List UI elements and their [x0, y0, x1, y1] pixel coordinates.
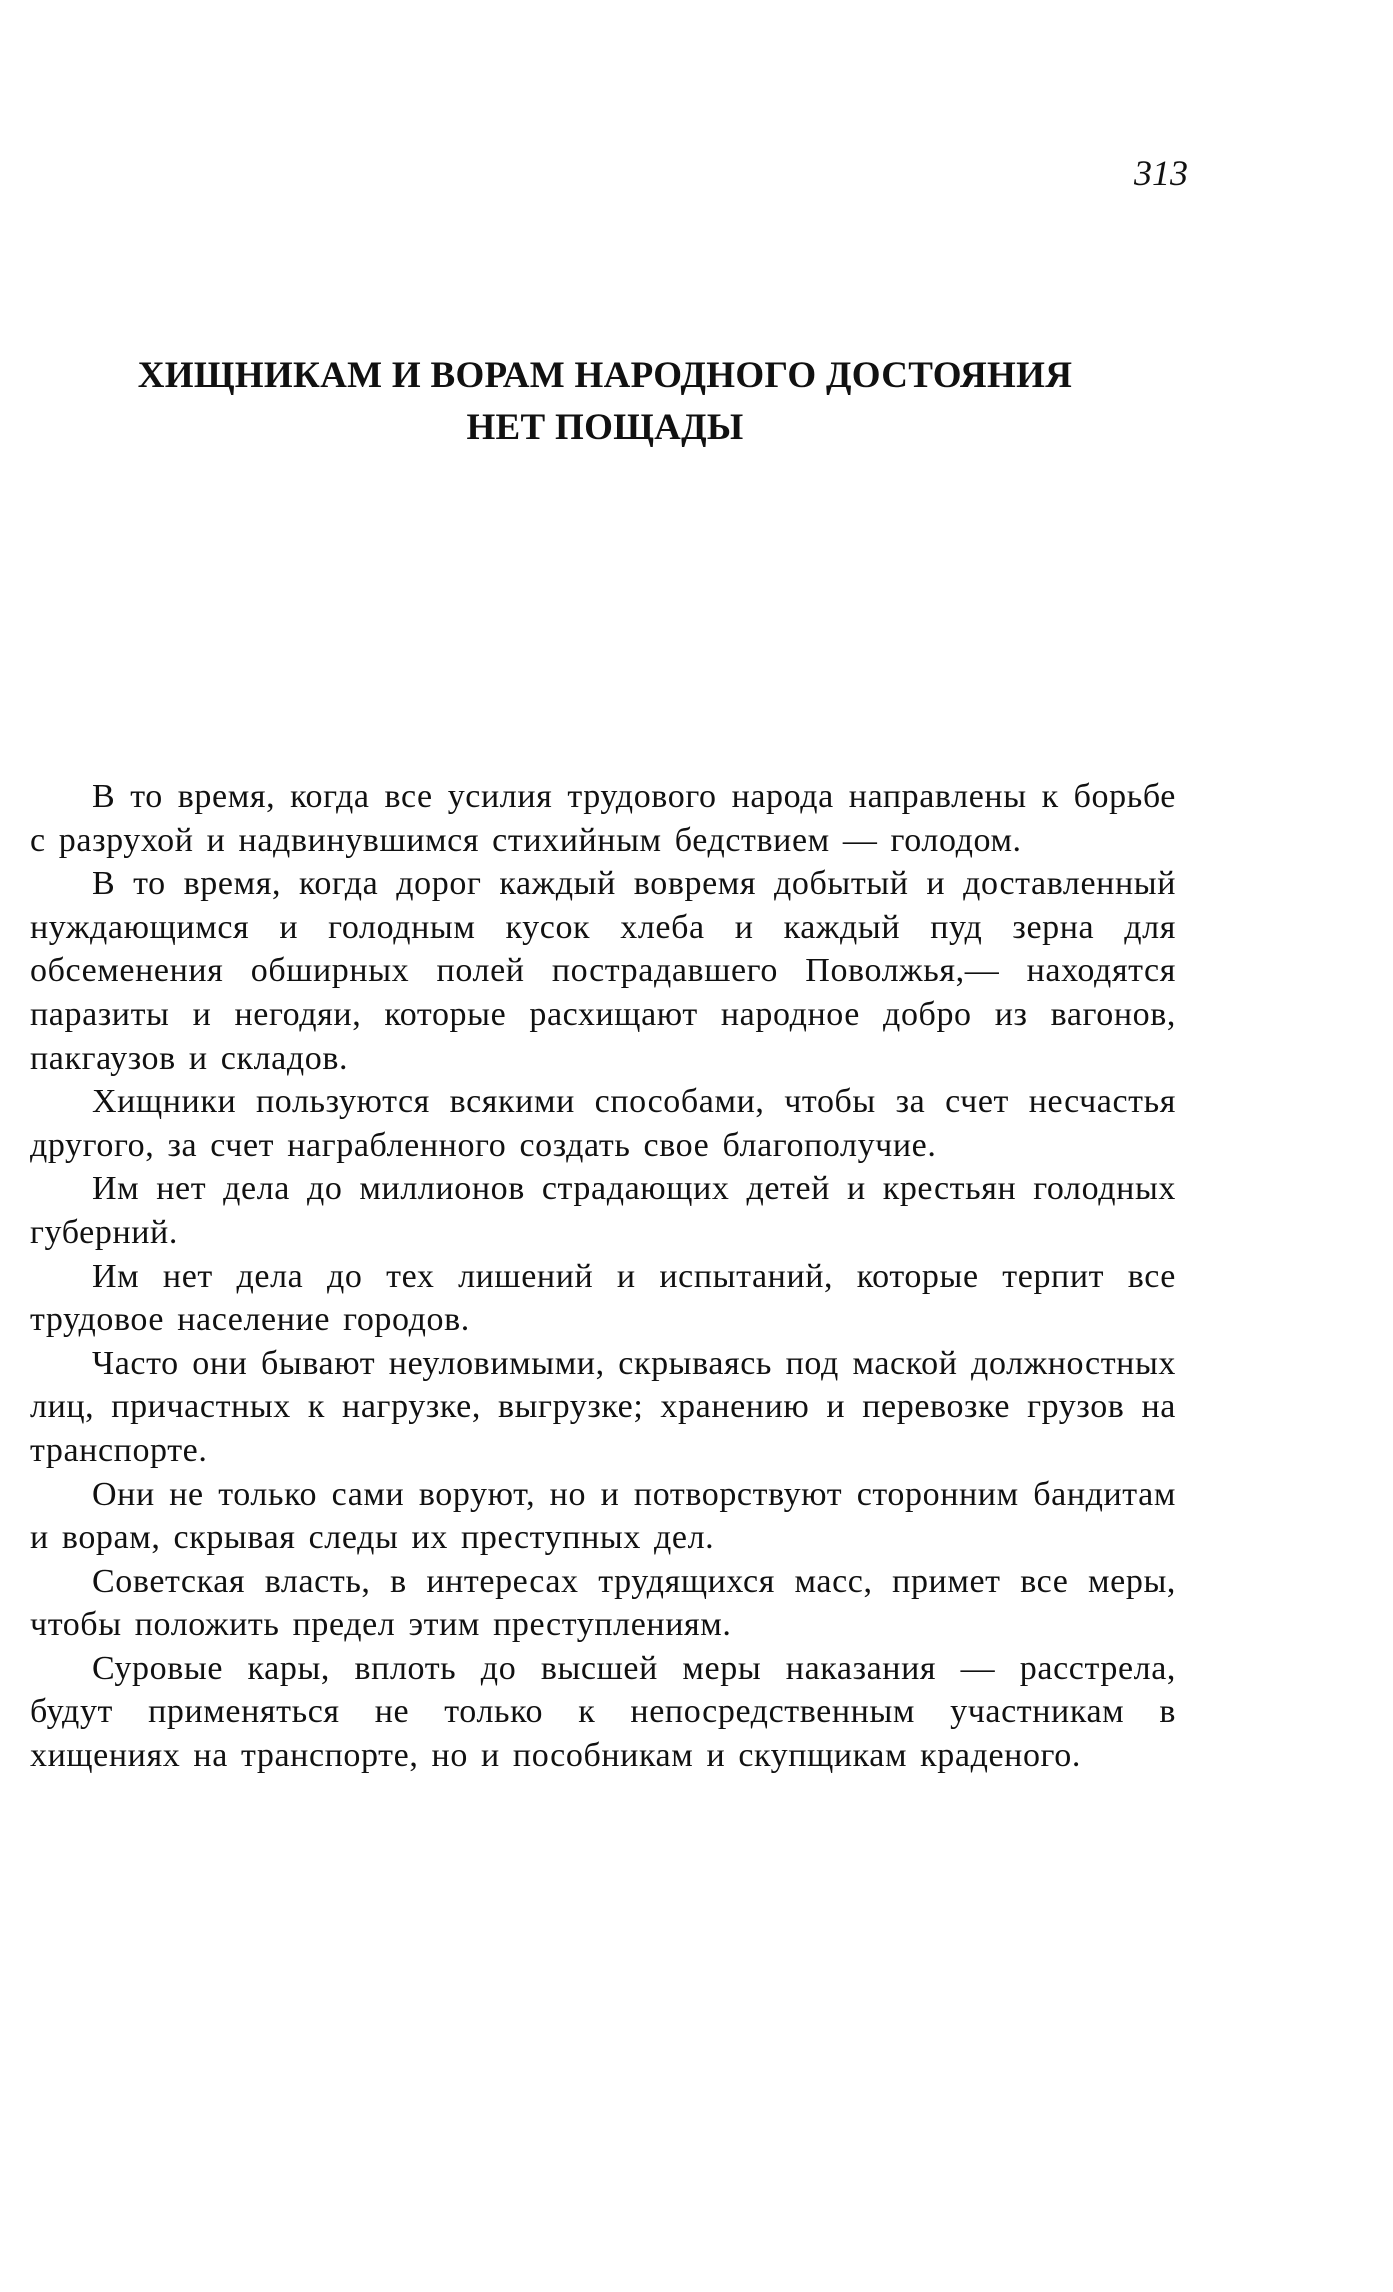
paragraph-1: В то время, когда все усилия трудового народа направлены к борьбе с разрухой и надвинувшимся стихийным бедствием — голодом. — [30, 778, 1176, 859]
paragraph-3: Хищники пользуются всякими способами, чтобы за счет несчастья другого, за счет награбленного создать свое благополучие. — [30, 1083, 1176, 1164]
page-title — [60, 350, 1150, 454]
paragraph-8: Советская власть, в интересах трудящихся масс, примет все меры, чтобы положить предел этим преступлениям. — [30, 1562, 1176, 1644]
title-line-1: ХИЩНИКАМ И ВОРАМ НАРОДНОГО ДОСТОЯНИЯ — [137, 354, 1073, 396]
paragraph-4: Им нет дела до миллионов страдающих детей и крестьян голодных губерний. — [30, 1170, 1176, 1251]
paragraph-9: Суровые кары, вплоть до высшей меры наказания — расстрела, будут применяться не только к непосредственным участникам в хищениях на транспорте, но и пособникам и скупщикам краденого. — [30, 1649, 1176, 1775]
paragraph-5: Им нет дела до тех лишений и испытаний, которые терпит все трудовое население городов. — [30, 1257, 1176, 1339]
article-body — [30, 775, 1176, 1778]
title-line-2: НЕТ ПОЩАДЫ — [466, 406, 744, 448]
paragraph-7: Они не только сами воруют, но и потворствуют сторонним бандитам и ворам, скрывая следы их преступных дел. — [30, 1475, 1176, 1557]
page-number: 313 — [1134, 153, 1188, 193]
paragraph-6: Часто они бывают неуловимыми, скрываясь под маской должностных лиц, причастных к нагрузке, выгрузке; хранению и перевозке грузов на транспорте. — [30, 1344, 1176, 1469]
paragraph-2: В то время, когда дорог каждый вовремя добытый и доставленный нуждающимся и голодным кусок хлеба и каждый пуд зерна для обсеменения обширных полей пострадавшего Поволжья,— находятся паразиты и негодяи, которые расхищают народное добро из вагонов, пакгаузов и складов. — [30, 865, 1176, 1077]
